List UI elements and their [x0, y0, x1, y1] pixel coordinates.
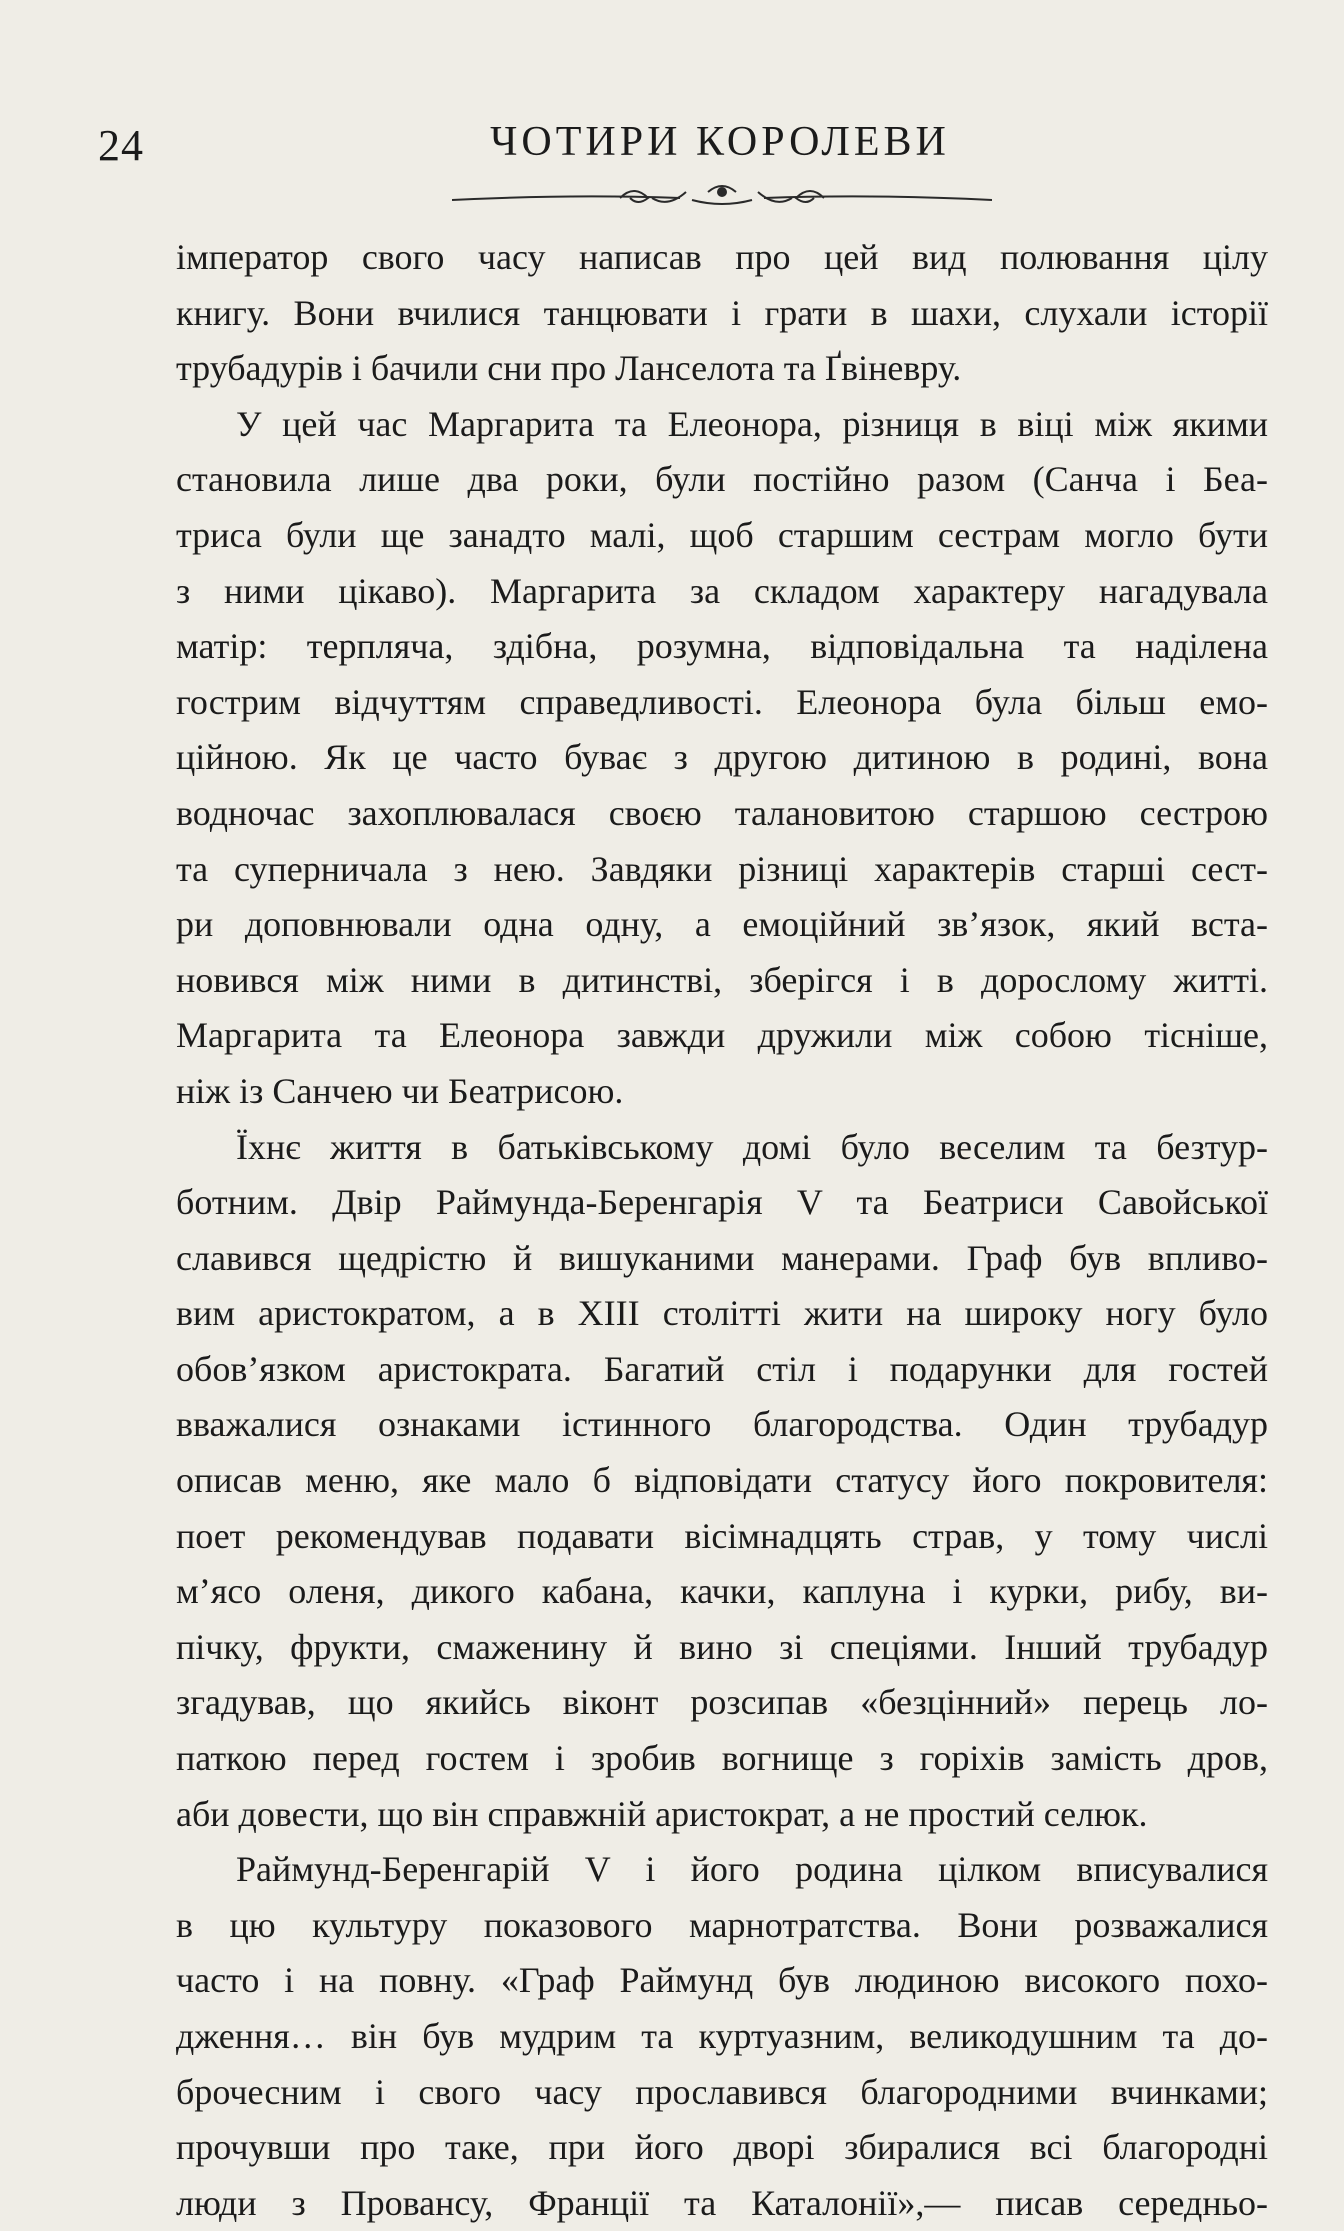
text-line: У цей час Маргарита та Елеонора, різниця в віці між якими: [236, 403, 1268, 444]
text-line: вим аристократом, а в XIII столітті жити на широку ногу було: [176, 1293, 1268, 1334]
text-line: ри доповнювали одна одну, а емоційний зв’язок, який вста-: [176, 904, 1268, 945]
text-line: трубадурів і бачили сни про Ланселота та Ґвіневру.: [176, 348, 962, 389]
text-line: триса були ще занадто малі, щоб старшим сестрам могло бути: [176, 514, 1268, 555]
text-line: м’ясо оленя, дикого кабана, качки, каплуна і курки, рибу, ви-: [176, 1571, 1268, 1612]
text-line: описав меню, яке мало б відповідати статусу його покровителя:: [176, 1460, 1268, 1501]
text-line: імператор свого часу написав про цей вид полювання цілу: [176, 237, 1268, 277]
text-line: брочесним і свого часу прославився благородними вчинками;: [176, 2071, 1268, 2112]
text-line: згадував, що якийсь віконт розсипав «безцінний» перець ло-: [176, 1682, 1268, 1723]
text-line: водночас захоплювалася своєю талановитою старшою сестрою: [176, 792, 1268, 833]
text-line: ботним. Двір Раймунда-Беренгарія V та Беатриси Савойської: [176, 1182, 1268, 1223]
text-line: та суперничала з нею. Завдяки різниці характерів старші сест-: [176, 848, 1268, 889]
running-title: ЧОТИРИ КОРОЛЕВИ: [490, 119, 950, 165]
text-line: новився між ними в дитинстві, зберігся і в дорослому житті.: [176, 959, 1268, 1000]
text-line: вважалися ознаками істинного благородства. Один трубадур: [176, 1404, 1268, 1445]
text-line: пічку, фрукти, смаженину й вино зі спеціями. Інший трубадур: [176, 1626, 1268, 1667]
text-line: паткою перед гостем і зробив вогнище з горіхів замість дров,: [176, 1738, 1268, 1779]
text-line: гострим відчуттям справедливості. Елеонора була більш емо-: [176, 681, 1268, 722]
text-line: прочувши про таке, при його дворі збиралися всі благородні: [176, 2127, 1268, 2168]
text-line: обов’язком аристократа. Багатий стіл і подарунки для гостей: [176, 1348, 1268, 1389]
text-line: Їхнє життя в батьківському домі було веселим та безтур-: [236, 1126, 1268, 1167]
body-text: [176, 230, 1268, 2231]
text-line: часто і на повну. «Граф Раймунд був людиною високого похо-: [176, 1960, 1268, 2001]
text-line: в цю культуру показового марнотратства. Вони розважалися: [176, 1904, 1268, 1945]
text-line: книгу. Вони вчилися танцювати і грати в шахи, слухали історії: [176, 292, 1268, 333]
text-line: становила лише два роки, були постійно разом (Санча і Беа-: [176, 459, 1268, 500]
text-line: матір: терпляча, здібна, розумна, відповідальна та наділена: [176, 626, 1268, 667]
page-header: [0, 118, 1344, 198]
text-line: Маргарита та Елеонора завжди дружили між собою тісніше,: [176, 1015, 1268, 1056]
text-line: славився щедрістю й вишуканими манерами. Граф був впливо-: [176, 1237, 1268, 1278]
text-line: люди з Провансу, Франції та Каталонії»,— писав середньо-: [176, 2182, 1268, 2223]
text-line: з ними цікаво). Маргарита за складом характеру нагадувала: [176, 570, 1268, 611]
text-line: Раймунд-Беренгарій V і його родина цілком вписувалися: [236, 1849, 1268, 1890]
text-line: дження… він був мудрим та куртуазним, великодушним та до-: [176, 2016, 1268, 2056]
page-number: 24: [98, 121, 144, 170]
text-line: аби довести, що він справжній аристократ, а не простий селюк.: [176, 1793, 1148, 1834]
text-line: ніж із Санчею чи Беатрисою.: [176, 1070, 624, 1111]
text-line: поет рекомендував подавати вісімнадцять страв, у тому числі: [176, 1515, 1268, 1556]
text-line: ційною. Як це часто буває з другою дитиною в родині, вона: [176, 737, 1268, 778]
flourish-ornament-icon: [452, 170, 992, 210]
